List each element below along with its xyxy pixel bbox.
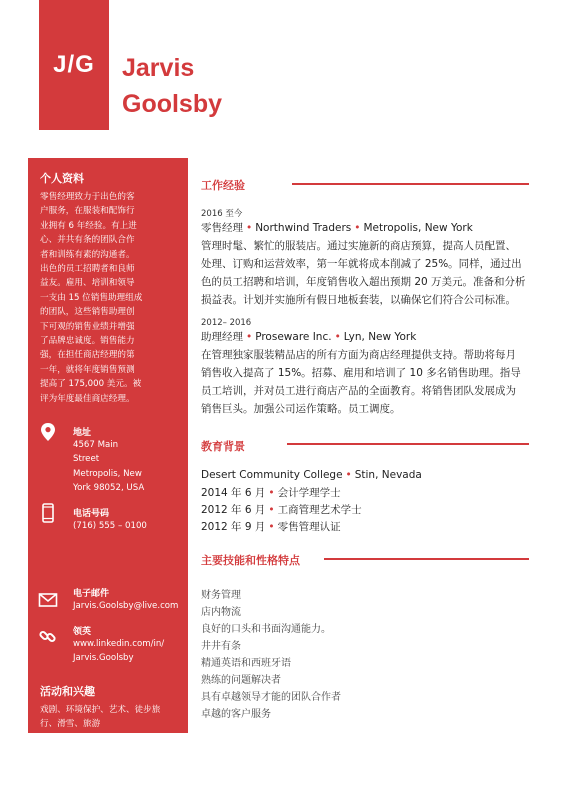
linkedin-label: 领英 — [73, 627, 92, 637]
linkedin-url-line: Jarvis.Goolsby — [73, 653, 134, 664]
address-line: 4567 Main — [73, 440, 119, 450]
email-label: 电子邮件 — [73, 589, 110, 599]
profile-line: 户服务，在服装和配饰行 — [40, 206, 135, 217]
profile-line: 出色的员工招聘者和良师 — [40, 264, 135, 275]
skill-item: 熟练的问题解决者 — [201, 675, 281, 686]
degree-name: 零售管理认证 — [277, 521, 341, 533]
profile-line: 评为年度最佳商店经理。 — [40, 393, 135, 404]
school-heading: Desert Community College • Stin, Nevada — [201, 469, 422, 481]
profile-line: 强，在担任商店经理的第 — [40, 350, 135, 361]
job-description-line: 处理、订购和运营效率，第一年就将成本削减了 25%。同样，通过出 — [201, 258, 522, 270]
profile-line: 下可观的销售业绩并增强 — [40, 321, 135, 332]
education-title: 教育背景 — [201, 440, 245, 453]
job-description-line: 管理时髦、繁忙的服装店。通过实施新的商店预算，提高人员配置、 — [201, 240, 516, 252]
skills-title: 主要技能和性格特点 — [201, 554, 300, 567]
job-company: Northwind Traders — [255, 222, 352, 234]
job-role: 零售经理 — [201, 222, 243, 234]
job-description-line: 损益表。计划并实施所有假日地板套装，以确保它们符合公司标准。 — [201, 294, 516, 306]
address-line: Metropolis, New — [73, 468, 142, 479]
link-icon — [38, 626, 58, 646]
profile-title: 个人资料 — [40, 172, 84, 185]
location-pin-icon — [38, 422, 58, 442]
hobbies-line: 戏剧、环境保护、艺术、徒步旅 — [40, 705, 161, 715]
job-heading: 助理经理 • Proseware Inc. • Lyn, New York — [201, 331, 417, 343]
phone-icon — [38, 503, 58, 523]
school-name: Desert Community College — [201, 469, 343, 481]
job-description-line: 员工培训，并对员工进行商店产品的全面教育。将销售团队发展成为 — [201, 385, 516, 397]
degree-item: 2012 年 6 月 • 工商管理艺术学士 — [201, 504, 362, 516]
job-description-line: 在管理独家服装精品店的所有方面为商店经理提供支持。帮助将每月 — [201, 349, 516, 361]
job-description — [201, 346, 521, 418]
monogram-block — [39, 0, 109, 130]
skill-item: 精通英语和西班牙语 — [201, 658, 291, 669]
job-dates: 2012– 2016 — [201, 318, 252, 328]
job-dates: 2016 至今 — [201, 209, 243, 219]
job-description-line: 色的员工招聘和培训，年度销售收入超出预期 20 万美元。准备和分析 — [201, 276, 526, 288]
profile-line: 者和训练有素的沟通者。 — [40, 249, 135, 260]
skill-item: 井井有条 — [201, 641, 241, 652]
job-description-line: 销售收入提高了 15%。招募、雇用和培训了 10 多名销售助理。指导 — [201, 367, 521, 379]
job-role: 助理经理 — [201, 331, 243, 343]
first-name: Jarvis — [122, 54, 195, 82]
degree-date: 2014 年 6 月 — [201, 487, 266, 499]
skill-item: 店内物流 — [201, 607, 241, 618]
address-label: 地址 — [73, 428, 92, 438]
degree-item: 2012 年 9 月 • 零售管理认证 — [201, 521, 341, 533]
hobbies-line: 行、滑雪、旅游 — [40, 719, 101, 730]
skill-item: 卓越的客户服务 — [201, 709, 271, 720]
profile-text — [40, 190, 180, 406]
last-name: Goolsby — [122, 90, 223, 118]
profile-line: 心、并共有条的团队合作 — [40, 235, 135, 246]
linkedin-url[interactable] — [73, 637, 164, 666]
hobbies-title: 活动和兴趣 — [40, 685, 95, 698]
experience-divider — [292, 183, 529, 185]
profile-line: 一年，就将年度销售预测 — [40, 364, 135, 375]
job-description-line: 销售巨头。加强公司运作策略。员工调度。 — [201, 403, 401, 415]
profile-line: 提高了 175,000 美元。被 — [40, 379, 142, 390]
degree-date: 2012 年 6 月 — [201, 504, 266, 516]
skill-item: 财务管理 — [201, 590, 241, 601]
job-description — [201, 237, 526, 309]
profile-line: 一支由 15 位销售助理组成 — [40, 292, 143, 303]
profile-line: 益友。雇用、培训和领导 — [40, 278, 135, 289]
address-text — [73, 438, 144, 496]
address-line: York 98052, USA — [73, 483, 145, 494]
skill-item: 良好的口头和书面沟通能力。 — [201, 624, 331, 635]
degree-name: 会计学理学士 — [277, 487, 341, 499]
job-location: Metropolis, New York — [363, 222, 473, 234]
candidate-name — [122, 50, 222, 122]
degree-date: 2012 年 9 月 — [201, 521, 266, 533]
school-location: Stin, Nevada — [354, 469, 422, 481]
degree-name: 工商管理艺术学士 — [277, 504, 362, 516]
linkedin-url-line: www.linkedin.com/in/ — [73, 639, 165, 649]
monogram: J/G — [53, 51, 95, 78]
experience-title: 工作经验 — [201, 179, 245, 192]
education-divider — [287, 443, 529, 445]
job-heading: 零售经理 • Northwind Traders • Metropolis, New York — [201, 222, 473, 234]
profile-line: 零售经理致力于出色的客 — [40, 192, 135, 202]
profile-line: 了品牌忠诚度。销售能力 — [40, 336, 135, 347]
email-value[interactable]: Jarvis.Goolsby@live.com — [73, 601, 179, 611]
hobbies-text — [40, 703, 160, 732]
skills-divider — [324, 558, 529, 560]
degree-item: 2014 年 6 月 • 会计学理学士 — [201, 487, 341, 499]
job-location: Lyn, New York — [343, 331, 417, 343]
skill-item: 具有卓越领导才能的团队合作者 — [201, 692, 341, 703]
profile-line: 业拥有 6 年经验。有上进 — [40, 220, 137, 231]
address-line: Street — [73, 454, 100, 465]
phone-label: 电话号码 — [73, 509, 110, 519]
job-company: Proseware Inc. — [255, 331, 332, 343]
profile-line: 的团队，这些销售助理创 — [40, 307, 135, 318]
email-icon — [38, 590, 58, 610]
phone-value: (716) 555 – 0100 — [73, 521, 147, 531]
